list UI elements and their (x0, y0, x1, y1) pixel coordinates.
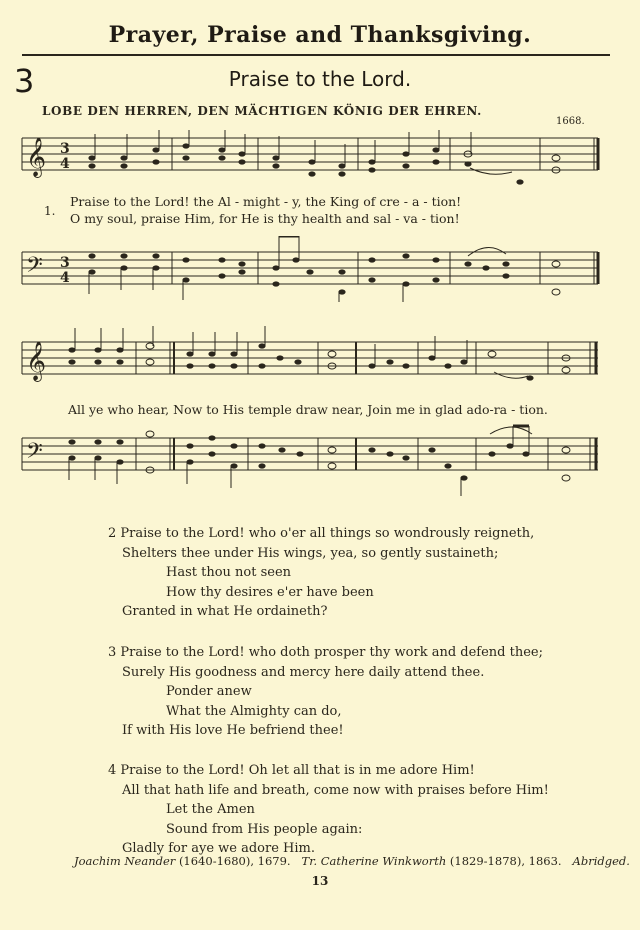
lyric-line-2: O my soul, praise Him, for He is thy health and sal - va - tion! (70, 211, 460, 226)
stanza-4 (108, 761, 549, 859)
stanza-line: How thy desires e'er have been (166, 584, 374, 600)
stanza-line: Shelters thee under His wings, yea, so gently sustaineth; (122, 545, 499, 561)
stanza-line: Let the Amen (166, 802, 255, 817)
stanza-line: Sound from His people again: (166, 821, 363, 837)
stanza-line: 4 Praise to the Lord! Oh let all that is in me adore Him! (108, 763, 475, 778)
verse-marker: 1. (44, 204, 56, 218)
treble-staff-system-2 (0, 326, 640, 396)
stanza-line: 2 Praise to the Lord! who o'er all things so wondrously reigneth, (108, 526, 535, 541)
svg-text:4: 4 (60, 156, 70, 172)
stanza-line: Granted in what He ordaineth? (122, 604, 328, 619)
svg-text:𝄞: 𝄞 (26, 137, 47, 177)
stanza-line: What the Almighty can do, (166, 703, 342, 719)
tune-name: LOBE DEN HERREN, DEN MÄCHTIGEN KÖNIG DER EHREN. (42, 104, 482, 118)
stanza-3 (108, 643, 543, 741)
stanza-2 (108, 524, 534, 622)
hymn-credits (74, 854, 630, 868)
stanza-line: Gladly for aye we adore Him. (122, 841, 316, 856)
svg-text:3: 3 (60, 141, 70, 157)
translator-dates: (1829-1878), 1863. (449, 854, 562, 868)
header-rule (22, 54, 610, 56)
stanza-line: All that hath life and breath, come now with praises before Him! (122, 782, 549, 798)
bass-staff-system-2 (0, 422, 640, 498)
svg-text:4: 4 (60, 270, 70, 286)
stanza-line: Ponder anew (166, 684, 252, 699)
svg-text:3: 3 (60, 255, 70, 271)
page-number: 13 (311, 874, 329, 888)
abridged-note: Abridged. (572, 854, 630, 868)
treble-staff-system-1 (0, 128, 640, 188)
lyric-line-3: All ye who hear, Now to His temple draw near, Join me in glad ado-ra - tion. (68, 402, 548, 417)
stanza-line: 3 Praise to the Lord! who doth prosper thy work and defend thee; (108, 645, 543, 660)
author-dates: (1640-1680), 1679. (178, 854, 291, 868)
svg-text:𝄞: 𝄞 (26, 341, 47, 381)
hymn-title: Praise to the Lord. (228, 67, 412, 91)
stanza-line: If with His love He befriend thee! (122, 723, 344, 738)
stanza-line: Surely His goodness and mercy here daily attend thee. (122, 664, 485, 680)
hymn-number: 3 (14, 62, 35, 100)
author-name: Joachim Neander (74, 854, 176, 868)
lyric-line-1: Praise to the Lord! the Al - might - y, the King of cre - a - tion! (70, 194, 462, 209)
stanza-line: Hast thou not seen (166, 565, 292, 580)
running-header: Prayer, Praise and Thanksgiving. (108, 22, 532, 48)
tune-date: 1668. (556, 116, 585, 127)
svg-text:𝄢: 𝄢 (26, 253, 43, 283)
svg-text:𝄢: 𝄢 (26, 439, 43, 469)
bass-staff-system-1 (0, 236, 640, 306)
translator-name: Tr. Catherine Winkworth (301, 854, 447, 868)
